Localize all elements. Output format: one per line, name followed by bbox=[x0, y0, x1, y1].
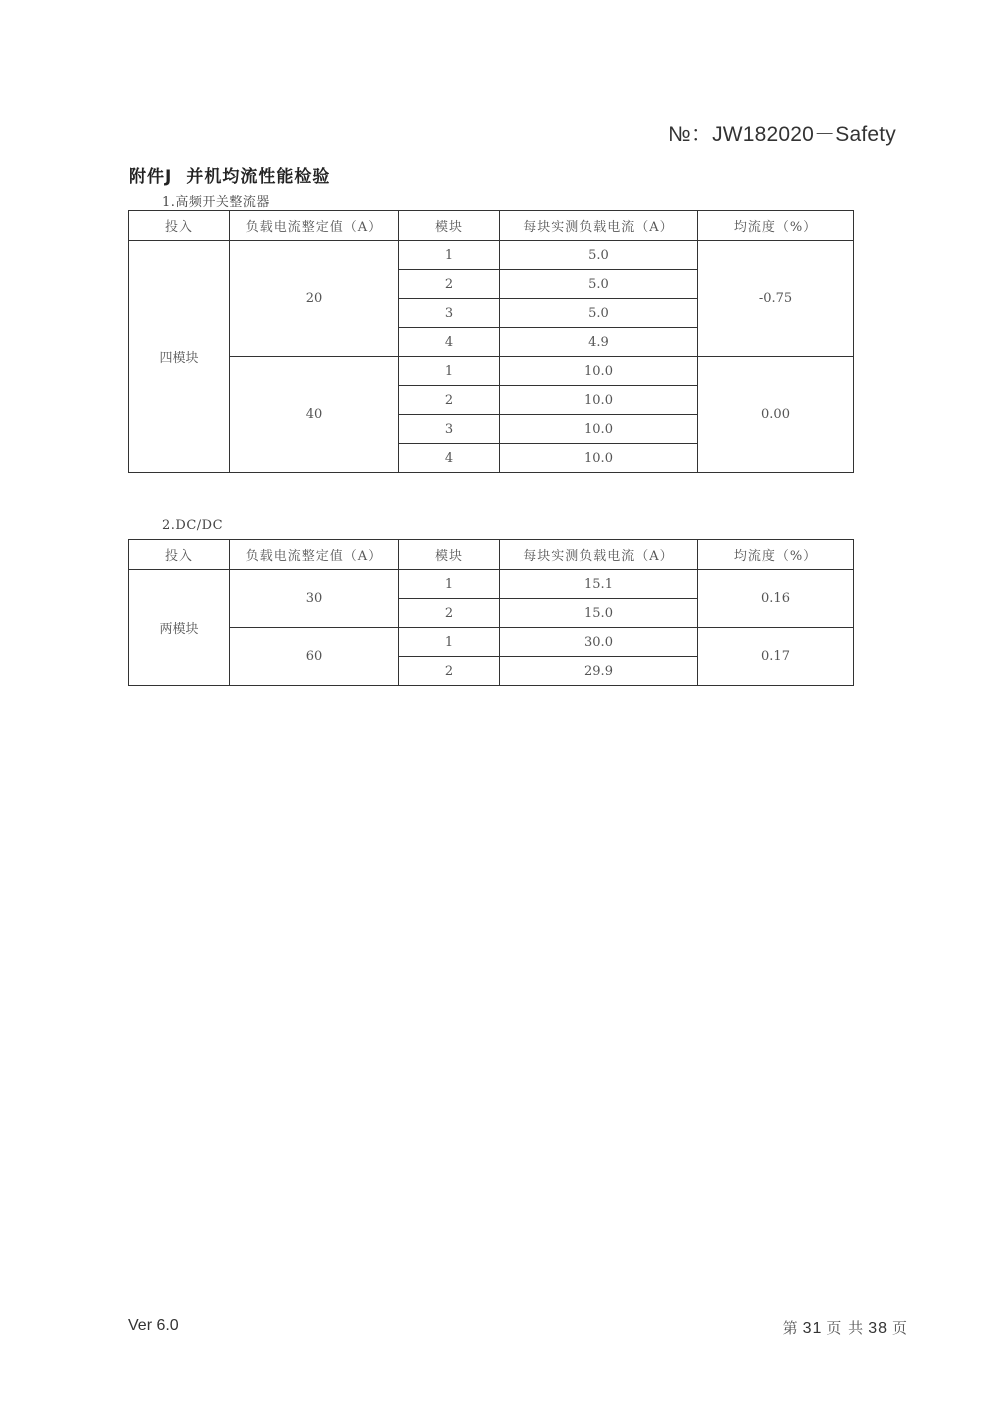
page-current: 31 bbox=[802, 1320, 823, 1337]
col-header-setpoint: 负载电流整定值（A） bbox=[230, 540, 399, 570]
page-number bbox=[783, 1317, 908, 1338]
col-header-sharing: 均流度（%） bbox=[698, 540, 854, 570]
col-header-measured-current: 每块实测负载电流（A） bbox=[500, 540, 698, 570]
col-header-input: 投入 bbox=[129, 211, 230, 241]
dcdc-current-sharing-table bbox=[128, 539, 854, 686]
sharing-cell: 0.17 bbox=[698, 628, 854, 686]
table-row bbox=[129, 241, 854, 270]
page-prefix: 第 bbox=[782, 1319, 799, 1337]
table-row bbox=[129, 357, 854, 386]
col-header-sharing: 均流度（%） bbox=[698, 211, 854, 241]
module-cell: 4 bbox=[399, 444, 500, 473]
setpoint-cell: 60 bbox=[230, 628, 399, 686]
sharing-cell: 0.00 bbox=[698, 357, 854, 473]
document-number: №：JW182020－Safety bbox=[668, 123, 896, 146]
section2-heading: 2.DC/DC bbox=[162, 518, 224, 533]
page-total: 38 bbox=[868, 1320, 888, 1337]
module-cell: 3 bbox=[399, 415, 500, 444]
page-suffix: 页 bbox=[891, 1319, 908, 1337]
module-cell: 2 bbox=[399, 657, 500, 686]
version-label: Ver 6.0 bbox=[128, 1317, 179, 1334]
module-cell: 2 bbox=[399, 270, 500, 299]
current-cell: 5.0 bbox=[500, 270, 698, 299]
current-cell: 15.1 bbox=[500, 570, 698, 599]
col-header-module: 模块 bbox=[399, 540, 500, 570]
module-cell: 1 bbox=[399, 628, 500, 657]
module-cell: 2 bbox=[399, 599, 500, 628]
current-cell: 5.0 bbox=[500, 241, 698, 270]
module-cell: 3 bbox=[399, 299, 500, 328]
current-cell: 29.9 bbox=[500, 657, 698, 686]
current-cell: 30.0 bbox=[500, 628, 698, 657]
current-cell: 5.0 bbox=[500, 299, 698, 328]
table-header-row bbox=[129, 540, 854, 570]
sharing-cell: -0.75 bbox=[698, 241, 854, 357]
module-cell: 1 bbox=[399, 570, 500, 599]
table-header-row bbox=[129, 211, 854, 241]
rectifier-current-sharing-table bbox=[128, 210, 854, 473]
current-cell: 10.0 bbox=[500, 444, 698, 473]
group-label-cell: 两模块 bbox=[129, 570, 230, 686]
col-header-measured-current: 每块实测负载电流（A） bbox=[500, 211, 698, 241]
appendix-title bbox=[129, 162, 330, 187]
current-cell: 4.9 bbox=[500, 328, 698, 357]
module-cell: 2 bbox=[399, 386, 500, 415]
current-cell: 15.0 bbox=[500, 599, 698, 628]
sharing-cell: 0.16 bbox=[698, 570, 854, 628]
module-cell: 4 bbox=[399, 328, 500, 357]
group-label-cell: 四模块 bbox=[129, 241, 230, 473]
appendix-label: 附件J bbox=[129, 167, 173, 187]
setpoint-cell: 30 bbox=[230, 570, 399, 628]
table-row bbox=[129, 628, 854, 657]
module-cell: 1 bbox=[399, 241, 500, 270]
setpoint-cell: 40 bbox=[230, 357, 399, 473]
table-row bbox=[129, 570, 854, 599]
col-header-input: 投入 bbox=[129, 540, 230, 570]
appendix-title-text: 并机均流性能检验 bbox=[186, 167, 331, 187]
module-cell: 1 bbox=[399, 357, 500, 386]
page-mid: 页 共 bbox=[826, 1319, 865, 1337]
current-cell: 10.0 bbox=[500, 415, 698, 444]
setpoint-cell: 20 bbox=[230, 241, 399, 357]
col-header-module: 模块 bbox=[399, 211, 500, 241]
col-header-setpoint: 负载电流整定值（A） bbox=[230, 211, 399, 241]
current-cell: 10.0 bbox=[500, 386, 698, 415]
current-cell: 10.0 bbox=[500, 357, 698, 386]
section1-heading: 1.高频开关整流器 bbox=[162, 195, 270, 210]
